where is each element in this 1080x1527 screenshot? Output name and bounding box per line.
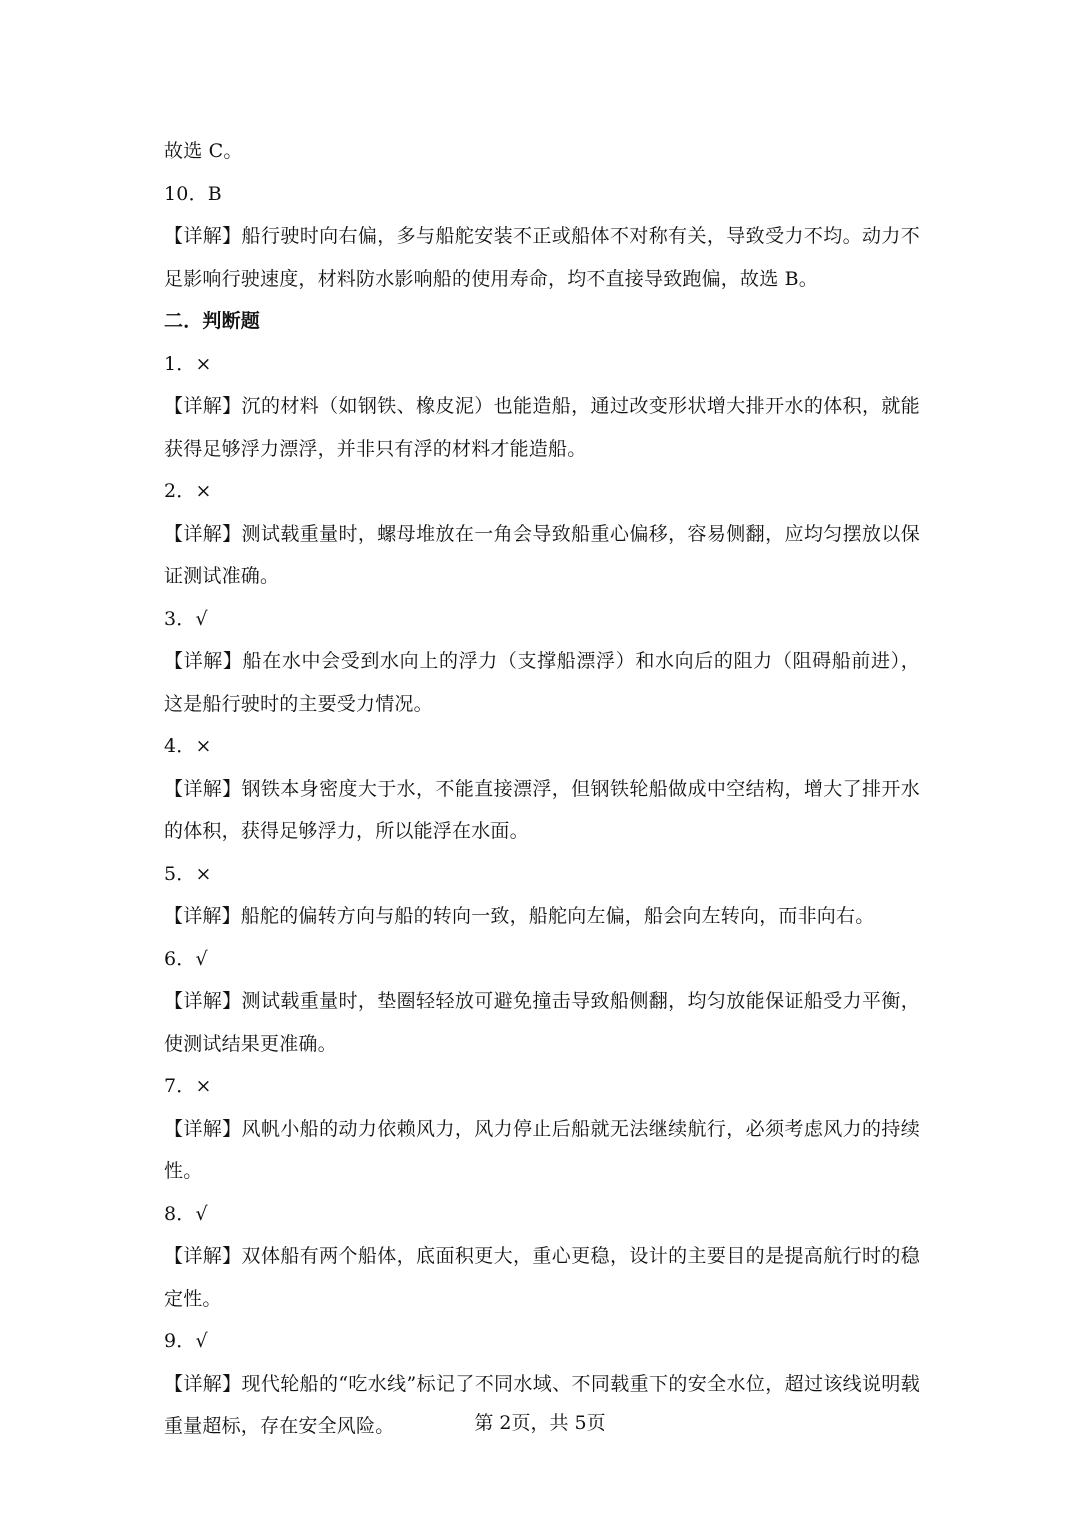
judgment-9-detail: 【详解】现代轮船的“吃水线”标记了不同水域、不同载重下的安全水位，超过该线说明载重量超标，存在安全风险。 bbox=[164, 1372, 920, 1437]
judgment-2-detail: 【详解】测试载重量时，螺母堆放在一角会导致船重心偏移，容易侧翻，应均匀摆放以保证测试准确。 bbox=[164, 522, 920, 587]
judgment-1-detail: 【详解】沉的材料（如钢铁、橡皮泥）也能造船，通过改变形状增大排开水的体积，就能获得足够浮力漂浮，并非只有浮的材料才能造船。 bbox=[164, 395, 920, 460]
judgment-4-answer: 4．× bbox=[164, 735, 212, 757]
page-footer: 第 2页，共 5页 bbox=[474, 1412, 606, 1434]
judgment-3-detail: 【详解】船在水中会受到水向上的浮力（支撑船漂浮）和水向后的阻力（阻碍船前进），这是船行驶时的主要受力情况。 bbox=[164, 650, 920, 715]
judgment-8-detail: 【详解】双体船有两个船体，底面积更大，重心更稳，设计的主要目的是提高航行时的稳定性。 bbox=[164, 1245, 920, 1310]
judgment-5-detail: 【详解】船舵的偏转方向与船的转向一致，船舵向左偏，船会向左转向，而非向右。 bbox=[164, 905, 875, 927]
judgment-9-answer: 9．√ bbox=[164, 1330, 208, 1352]
page-content bbox=[164, 130, 920, 1448]
question-10-detail: 【详解】船行驶时向右偏，多与船舵安装不正或船体不对称有关，导致受力不均。动力不足影响行驶速度，材料防水影响船的使用寿命，均不直接导致跑偏，故选 B。 bbox=[164, 225, 920, 290]
judgment-8-answer: 8．√ bbox=[164, 1202, 208, 1225]
judgment-1-answer: 1．× bbox=[164, 352, 212, 375]
judgment-6-answer: 6．√ bbox=[164, 947, 208, 970]
judgment-3-answer: 3．√ bbox=[164, 607, 208, 630]
judgment-2-answer: 2．× bbox=[164, 480, 212, 502]
intro-line: 故选 C。 bbox=[164, 140, 243, 162]
section-title: 二．判断题 bbox=[164, 310, 261, 332]
judgment-4-detail: 【详解】钢铁本身密度大于水，不能直接漂浮，但钢铁轮船做成中空结构，增大了排开水的体积，获得足够浮力，所以能浮在水面。 bbox=[164, 777, 920, 842]
judgment-7-detail: 【详解】风帆小船的动力依赖风力，风力停止后船就无法继续航行，必须考虑风力的持续性。 bbox=[164, 1117, 920, 1182]
judgment-6-detail: 【详解】测试载重量时，垫圈轻轻放可避免撞击导致船侧翻，均匀放能保证船受力平衡，使测试结果更准确。 bbox=[164, 990, 920, 1055]
question-10-answer: 10．B bbox=[164, 182, 222, 205]
judgment-5-answer: 5．× bbox=[164, 862, 212, 885]
judgment-7-answer: 7．× bbox=[164, 1075, 212, 1097]
